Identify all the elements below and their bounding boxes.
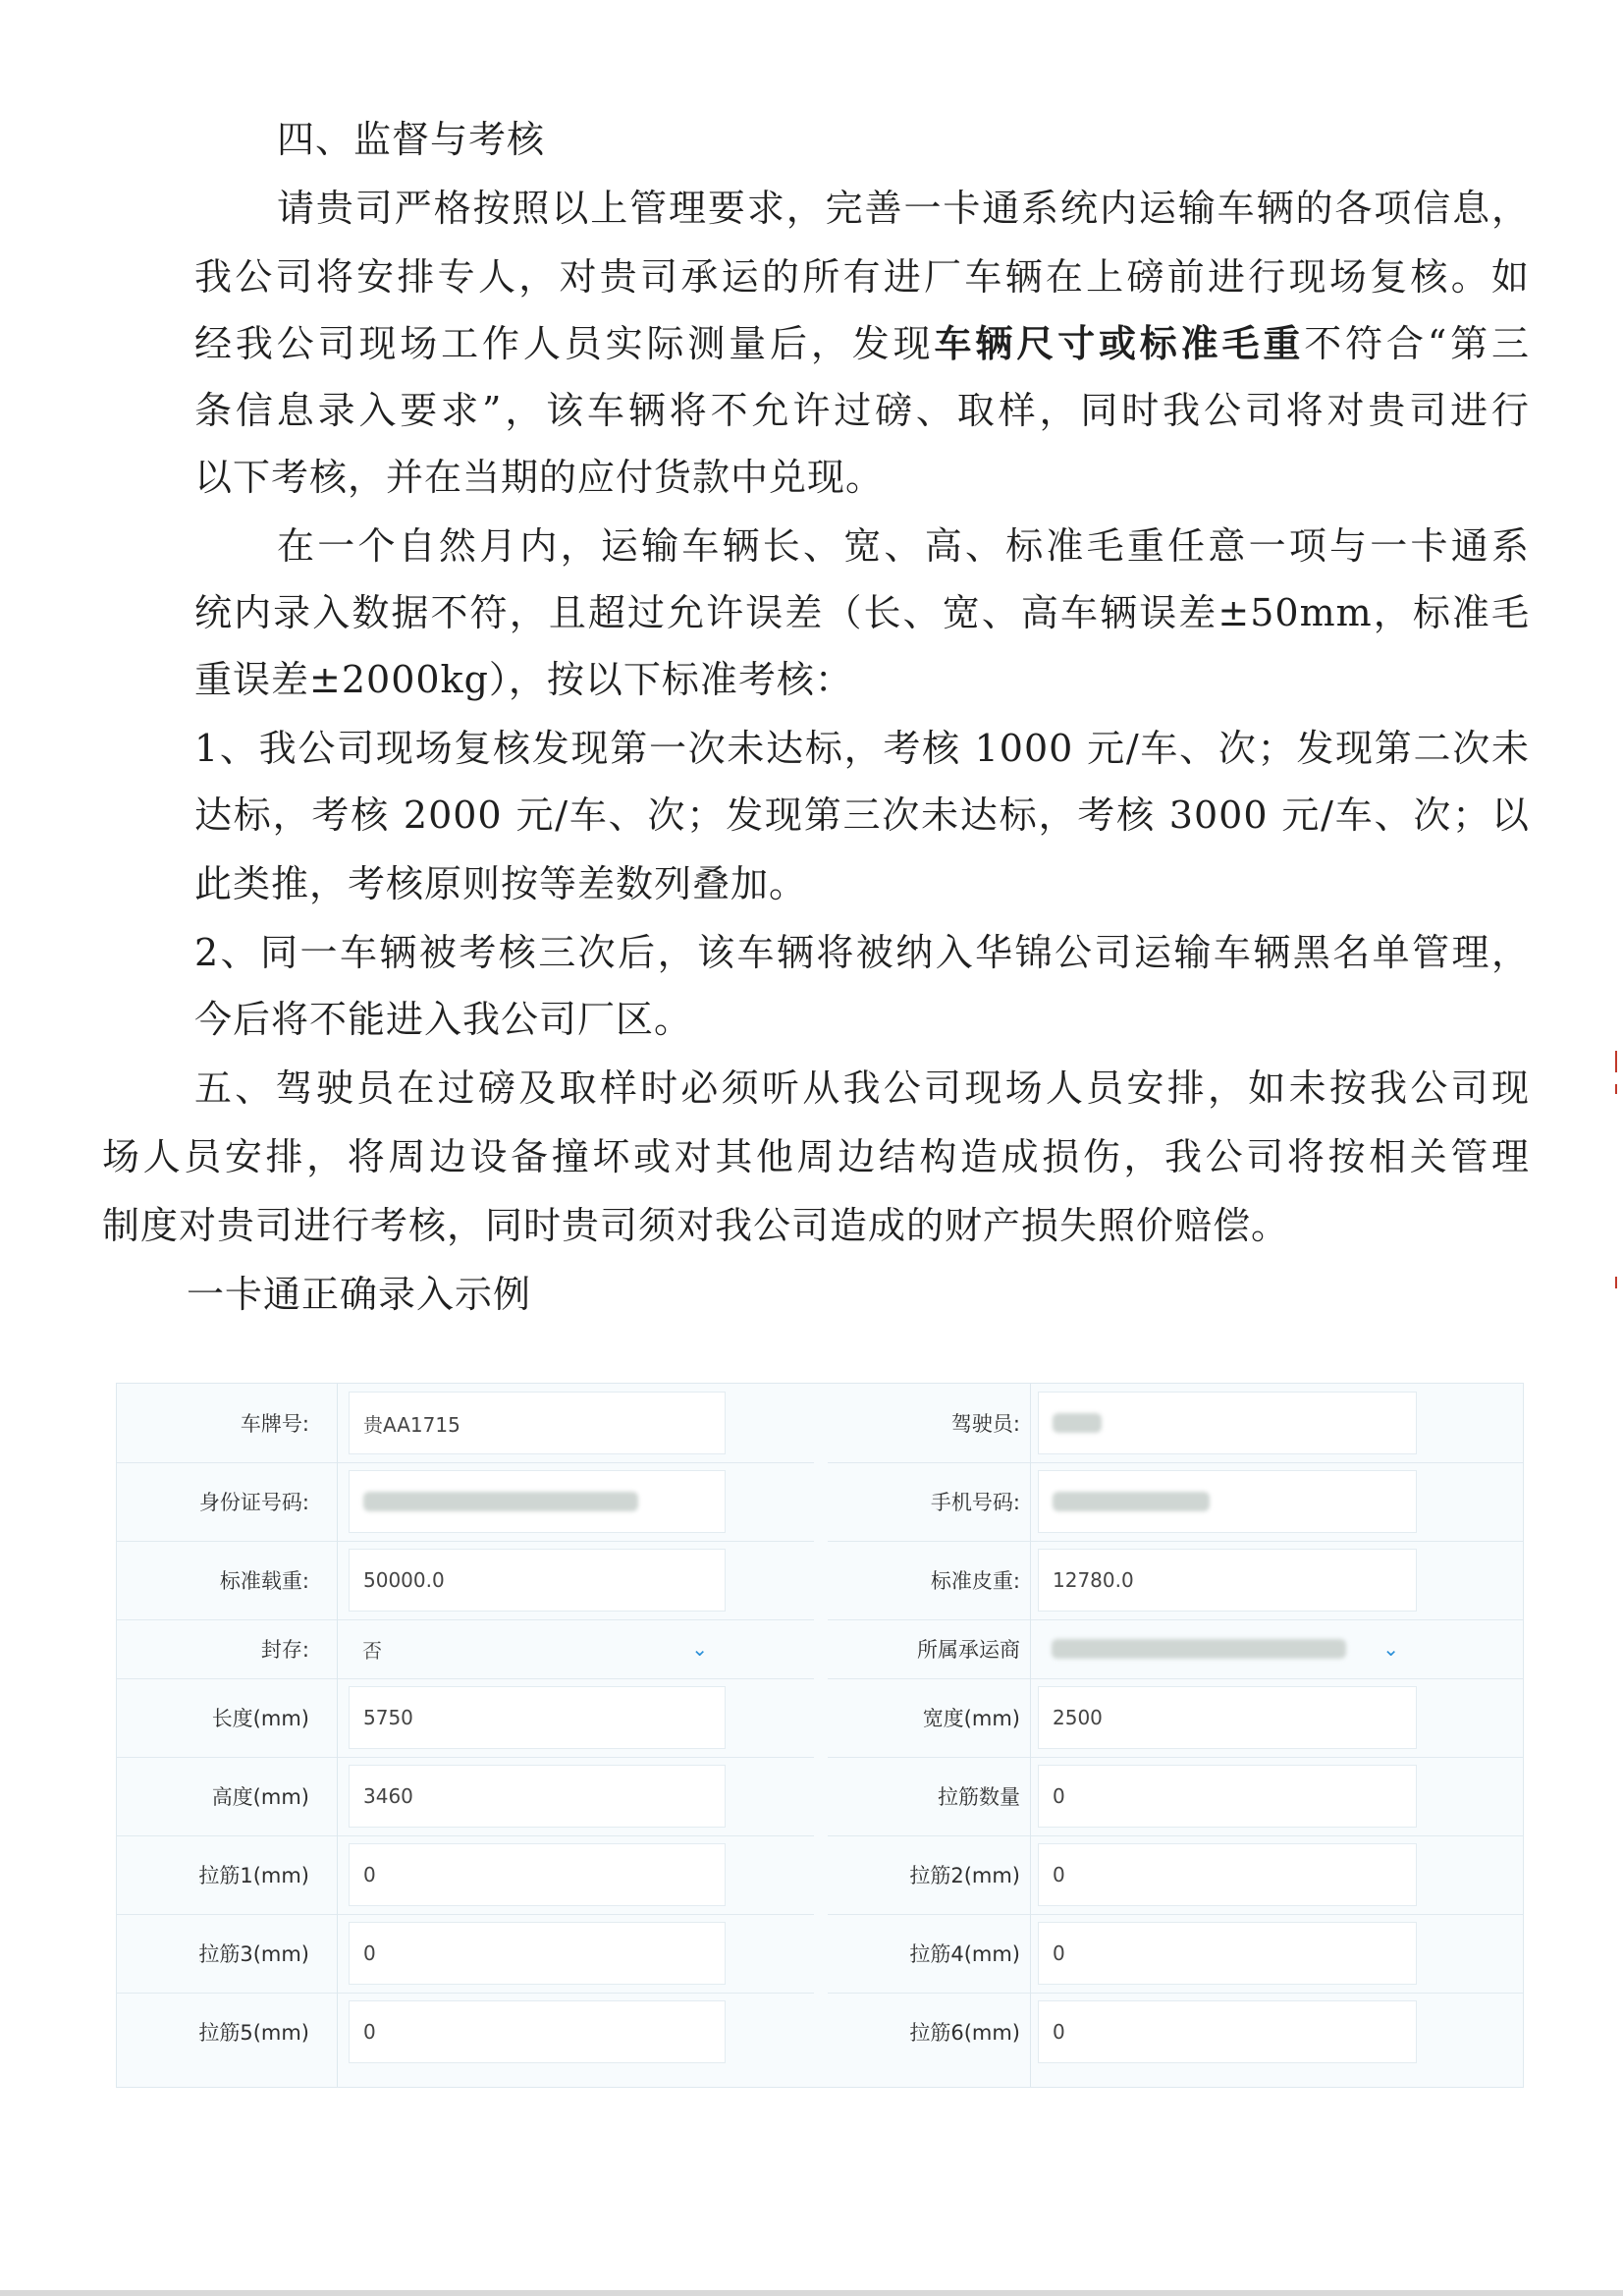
sealed-value: 否 bbox=[362, 1638, 382, 1663]
chevron-down-icon: ⌄ bbox=[1382, 1637, 1399, 1661]
form-row-width bbox=[828, 1678, 1523, 1758]
redacted-value bbox=[1053, 1413, 1102, 1433]
brace6-label: 拉筋6(mm) bbox=[909, 2021, 1020, 2045]
para1-line4: 条信息录入要求”，该车辆将不允许过磅、取样，同时我公司将对贵司进行 bbox=[194, 389, 1530, 432]
redacted-value bbox=[1053, 1492, 1210, 1511]
width-label: 宽度(mm) bbox=[922, 1707, 1020, 1730]
column-separator bbox=[337, 1914, 338, 1993]
brace3-field[interactable]: 0 bbox=[349, 1922, 726, 1985]
item1-line3: 此类推，考核原则按等差数列叠加。 bbox=[194, 862, 808, 905]
id-number-label: 身份证号码: bbox=[198, 1491, 309, 1514]
standard-tare-field[interactable]: 12780.0 bbox=[1038, 1549, 1417, 1612]
para1-line3-post: 不符合“第三 bbox=[1304, 322, 1530, 365]
form-row-brace-count bbox=[828, 1757, 1523, 1836]
item1-line1: 1、我公司现场复核发现第一次未达标，考核 1000 元/车、次；发现第二次未 bbox=[194, 727, 1530, 770]
column-separator bbox=[337, 1384, 338, 1462]
length-field[interactable]: 5750 bbox=[349, 1686, 726, 1749]
form-row-phone bbox=[828, 1462, 1523, 1542]
height-label: 高度(mm) bbox=[211, 1785, 309, 1809]
item2-line1: 2、同一车辆被考核三次后，该车辆将被纳入华锦公司运输车辆黑名单管理， bbox=[194, 931, 1530, 974]
column-separator bbox=[337, 1541, 338, 1619]
phone-field[interactable] bbox=[1038, 1470, 1417, 1533]
column-separator bbox=[1030, 1541, 1031, 1619]
form-row-height bbox=[117, 1757, 814, 1836]
brace1-label: 拉筋1(mm) bbox=[198, 1864, 309, 1887]
form-row-length bbox=[117, 1678, 814, 1758]
section4-heading: 四、监督与考核 bbox=[277, 118, 546, 161]
brace2-field[interactable]: 0 bbox=[1038, 1843, 1417, 1906]
redacted-value bbox=[363, 1492, 638, 1511]
brace5-field[interactable]: 0 bbox=[349, 2000, 726, 2063]
item1-line2: 达标，考核 2000 元/车、次；发现第三次未达标，考核 3000 元/车、次；以 bbox=[194, 793, 1530, 837]
form-row-brace6 bbox=[828, 1993, 1523, 2087]
brace6-field[interactable]: 0 bbox=[1038, 2000, 1417, 2063]
width-field[interactable]: 2500 bbox=[1038, 1686, 1417, 1749]
brace-count-label: 拉筋数量 bbox=[938, 1785, 1020, 1809]
para1-line3 bbox=[194, 310, 1530, 377]
redacted-value bbox=[1052, 1639, 1346, 1659]
column-separator bbox=[1030, 1678, 1031, 1757]
form-row-plate bbox=[117, 1384, 814, 1463]
form-left-column bbox=[117, 1384, 814, 2087]
column-separator bbox=[1030, 1462, 1031, 1541]
length-label: 长度(mm) bbox=[211, 1707, 309, 1730]
column-separator bbox=[1030, 1757, 1031, 1835]
standard-tare-label: 标准皮重: bbox=[930, 1569, 1020, 1593]
plate-field[interactable]: 贵AA1715 bbox=[349, 1392, 726, 1454]
para1-line5: 以下考核，并在当期的应付货款中兑现。 bbox=[194, 456, 885, 499]
plate-label: 车牌号: bbox=[240, 1412, 309, 1436]
scan-edge bbox=[0, 2290, 1623, 2296]
brace4-field[interactable]: 0 bbox=[1038, 1922, 1417, 1985]
column-separator bbox=[1030, 1835, 1031, 1914]
column-separator bbox=[337, 1462, 338, 1541]
para2-line2: 统内录入数据不符，且超过允许误差（长、宽、高车辆误差±50mm，标准毛 bbox=[194, 591, 1530, 634]
height-field[interactable]: 3460 bbox=[349, 1765, 726, 1828]
section5-line1: 五、驾驶员在过磅及取样时必须听从我公司现场人员安排，如未按我公司现 bbox=[194, 1066, 1530, 1110]
scan-mark bbox=[1615, 1084, 1617, 1094]
brace3-label: 拉筋3(mm) bbox=[198, 1942, 309, 1966]
form-row-carrier bbox=[828, 1619, 1523, 1679]
item2-line2: 今后将不能进入我公司厂区。 bbox=[194, 998, 693, 1041]
section5-line3: 制度对贵司进行考核，同时贵司须对我公司造成的财产损失照价赔偿。 bbox=[102, 1204, 1290, 1247]
form-row-brace4 bbox=[828, 1914, 1523, 1994]
brace2-label: 拉筋2(mm) bbox=[909, 1864, 1020, 1887]
column-separator bbox=[337, 1619, 338, 1678]
form-row-id bbox=[117, 1462, 814, 1542]
driver-field[interactable] bbox=[1038, 1392, 1417, 1454]
para2-line3: 重误差±2000kg），按以下标准考核： bbox=[194, 658, 853, 701]
form-row-brace5 bbox=[117, 1993, 814, 2087]
carrier-select[interactable] bbox=[1038, 1619, 1415, 1678]
column-separator bbox=[1030, 1914, 1031, 1993]
column-separator bbox=[337, 1678, 338, 1757]
driver-label: 驾驶员: bbox=[950, 1412, 1020, 1436]
form-row-brace3 bbox=[117, 1914, 814, 1994]
id-number-field[interactable] bbox=[349, 1470, 726, 1533]
column-separator bbox=[337, 1835, 338, 1914]
standard-load-label: 标准载重: bbox=[219, 1569, 309, 1593]
brace4-label: 拉筋4(mm) bbox=[909, 1942, 1020, 1966]
carrier-label: 所属承运商 bbox=[917, 1638, 1020, 1662]
column-separator bbox=[1030, 1619, 1031, 1678]
para1-line3-pre: 经我公司现场工作人员实际测量后，发现 bbox=[194, 322, 935, 365]
brace-count-field[interactable]: 0 bbox=[1038, 1765, 1417, 1828]
vehicle-entry-form-screenshot bbox=[116, 1383, 1524, 2088]
para1-line3-bold: 车辆尺寸或标准毛重 bbox=[934, 321, 1305, 365]
section5-line2: 场人员安排，将周边设备撞坏或对其他周边结构造成损伤，我公司将按相关管理 bbox=[102, 1135, 1530, 1178]
column-separator bbox=[337, 1993, 338, 2087]
column-separator bbox=[337, 1757, 338, 1835]
form-row-brace2 bbox=[828, 1835, 1523, 1915]
column-separator bbox=[1030, 1384, 1031, 1462]
form-row-driver bbox=[828, 1384, 1523, 1463]
scan-mark bbox=[1615, 1277, 1617, 1288]
brace5-label: 拉筋5(mm) bbox=[198, 2021, 309, 2045]
para2-line1: 在一个自然月内，运输车辆长、宽、高、标准毛重任意一项与一卡通系 bbox=[277, 524, 1530, 568]
form-row-tare bbox=[828, 1541, 1523, 1620]
column-separator bbox=[1030, 1993, 1031, 2087]
form-row-brace1 bbox=[117, 1835, 814, 1915]
form-right-column bbox=[828, 1384, 1523, 2087]
form-row-sealed bbox=[117, 1619, 814, 1679]
example-caption: 一卡通正确录入示例 bbox=[187, 1273, 532, 1316]
form-row-load bbox=[117, 1541, 814, 1620]
sealed-label: 封存: bbox=[260, 1638, 309, 1662]
para1-line2: 我公司将安排专人，对贵司承运的所有进厂车辆在上磅前进行现场复核。如 bbox=[194, 255, 1530, 299]
phone-label: 手机号码: bbox=[930, 1491, 1020, 1514]
scan-mark bbox=[1615, 1051, 1617, 1072]
brace1-field[interactable]: 0 bbox=[349, 1843, 726, 1906]
sealed-select[interactable] bbox=[349, 1619, 724, 1678]
standard-load-field[interactable]: 50000.0 bbox=[349, 1549, 726, 1612]
chevron-down-icon: ⌄ bbox=[691, 1637, 708, 1661]
para1-line1: 请贵司严格按照以上管理要求，完善一卡通系统内运输车辆的各项信息， bbox=[277, 187, 1530, 230]
